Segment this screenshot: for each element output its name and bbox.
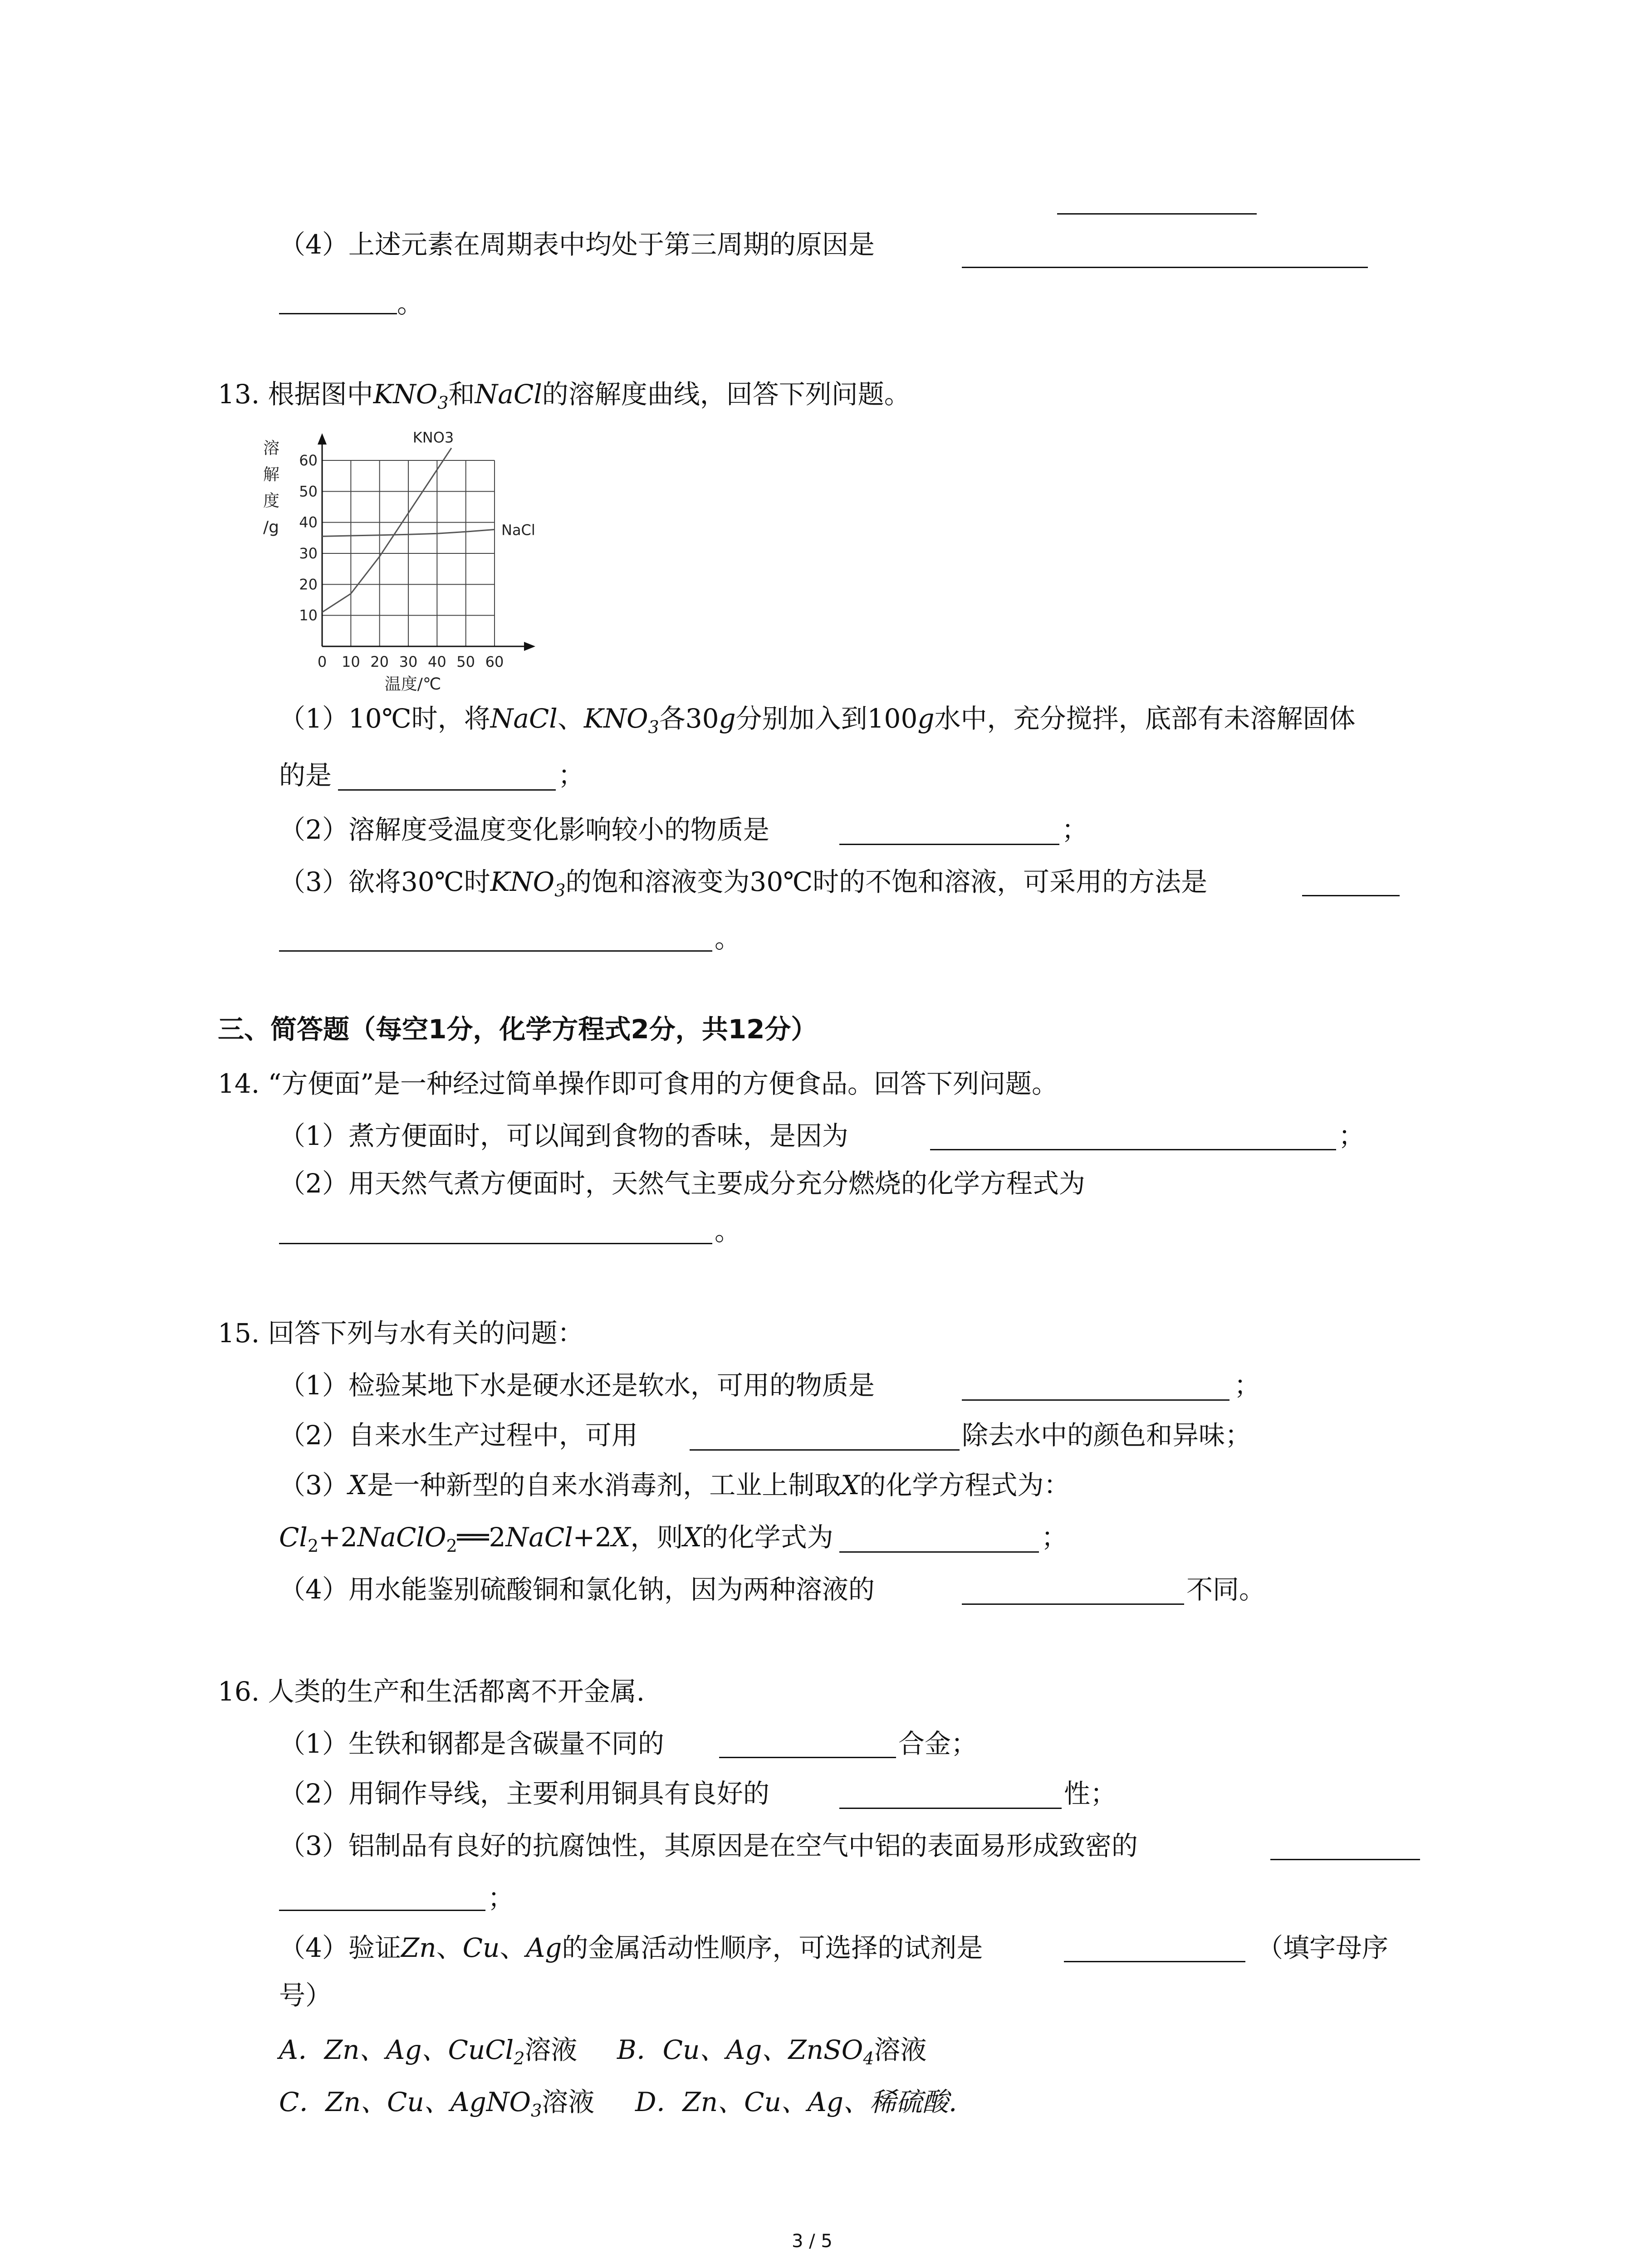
q13-part1: （1）10℃时，将NaCl、$KNO_3$各30g分别加入到100g水中，充分搅拌，底部有未溶解固体	[279, 703, 1356, 737]
q15-part1-end: ；	[1234, 1370, 1261, 1401]
x-tick-label: 40	[427, 653, 446, 670]
y-tick-label: 50	[299, 483, 318, 500]
q13-part1-line2: 的是	[279, 760, 332, 791]
x-axis-arrow	[524, 642, 535, 651]
q15-part1: （1）检验某地下水是硬水还是软水，可用的物质是	[279, 1370, 875, 1401]
q15-part4-blank[interactable]	[962, 1603, 1184, 1605]
section3-title: 三、简答题（每空1分，化学方程式2分，共12分）	[218, 1014, 818, 1045]
q14-part2-blank[interactable]	[279, 1243, 712, 1244]
q16-part2-blank[interactable]	[839, 1808, 1062, 1809]
q16-option-b[interactable]: B．Cu、Ag、ZnSO$_4$溶液	[617, 2034, 927, 2068]
q14-part1: （1）煮方便面时，可以闻到食物的香味，是因为	[279, 1120, 848, 1151]
q16-part3-blank[interactable]	[1270, 1859, 1420, 1860]
x-tick-label: 60	[485, 653, 504, 670]
y-axis-label: 溶	[263, 439, 280, 458]
q14-part2-end: 。	[715, 1216, 741, 1246]
page-number: 3 / 5	[792, 2231, 833, 2252]
q14-part2: （2）用天然气煮方便面时，天然气主要成分充分燃烧的化学方程式为	[279, 1168, 1085, 1199]
q16-option-a[interactable]: A．Zn、Ag、CuCl$_2$溶液	[279, 2034, 578, 2068]
q16-stem: 16. 人类的生产和生活都离不开金属.	[218, 1676, 645, 1707]
q16-part1-b: 合金；	[898, 1728, 978, 1759]
y-axis-arrow	[318, 433, 327, 445]
q12-part4-end: 。	[397, 288, 424, 319]
solubility-chart	[245, 426, 563, 708]
series-label-kno3: KNO3	[412, 429, 454, 446]
q16-part3: （3）铝制品有良好的抗腐蚀性，其原因是在空气中铝的表面易形成致密的	[279, 1830, 1138, 1861]
q16-part4-line2: 号）	[279, 1980, 332, 2011]
q13-stem: 13. 根据图中$KNO_3$和NaCl的溶解度曲线，回答下列问题。	[218, 379, 911, 413]
q14-part1-end: ；	[1338, 1120, 1365, 1151]
q16-part1-blank[interactable]	[719, 1757, 896, 1758]
q15-part4-a: （4）用水能鉴别硫酸铜和氯化钠，因为两种溶液的	[279, 1574, 875, 1605]
x-tick-label: 10	[341, 653, 360, 670]
q15-equation: $Cl_2+2NaClO_2══2NaCl+2X$，则X的化学式为	[279, 1522, 833, 1556]
q14-part1-blank[interactable]	[930, 1149, 1336, 1150]
q14-stem: 14. “方便面”是一种经过简单操作即可食用的方便食品。回答下列问题。	[218, 1068, 1058, 1099]
q13-part2: （2）溶解度受温度变化影响较小的物质是	[279, 814, 769, 845]
x-tick-label: 30	[399, 653, 418, 670]
q15-part2-a: （2）自来水生产过程中，可用	[279, 1420, 638, 1451]
q13-part3-end: 。	[715, 923, 741, 954]
q16-part1-a: （1）生铁和钢都是含碳量不同的	[279, 1728, 664, 1759]
q16-option-c[interactable]: C．Zn、Cu、AgNO$_3$溶液	[279, 2087, 595, 2121]
y-tick-label: 40	[299, 513, 318, 531]
q15-part2-b: 除去水中的颜色和异味；	[962, 1420, 1252, 1451]
x-axis-label: 温度/℃	[384, 675, 441, 694]
q13-part1-end: ；	[558, 760, 585, 791]
q12-answer-blank-top[interactable]	[1057, 213, 1257, 215]
series-label-nacl: NaCl	[501, 521, 535, 539]
y-axis-label: /g	[263, 518, 279, 537]
y-tick-label: 10	[299, 606, 318, 624]
y-tick-label: 30	[299, 545, 318, 562]
q16-part4: （4）验证Zn、Cu、Ag的金属活动性顺序，可选择的试剂是	[279, 1932, 983, 1963]
y-tick-label: 20	[299, 576, 318, 593]
q12-part4-text: （4）上述元素在周期表中均处于第三周期的原因是	[279, 229, 875, 260]
x-tick-label: 0	[317, 653, 327, 670]
q15-part3: （3）X是一种新型的自来水消毒剂，工业上制取X的化学方程式为：	[279, 1470, 1070, 1501]
q16-part4-c: （填字母序	[1257, 1932, 1389, 1963]
series-line-kno3	[322, 448, 451, 612]
q15-part3-blank[interactable]	[839, 1551, 1039, 1553]
q13-part2-blank[interactable]	[839, 844, 1059, 845]
q15-stem: 15. 回答下列与水有关的问题：	[218, 1318, 584, 1349]
q16-option-d[interactable]: D．Zn、Cu、Ag、稀硫酸.	[635, 2087, 957, 2117]
y-tick-label: 60	[299, 452, 318, 469]
q15-part4-b: 不同。	[1186, 1574, 1266, 1605]
q13-part3: （3）欲将30℃时$KNO_3$的饱和溶液变为30℃时的不饱和溶液，可采用的方法是	[279, 866, 1208, 900]
q13-part1-blank[interactable]	[338, 789, 556, 791]
q15-part3-end: ；	[1041, 1522, 1068, 1553]
q16-part3-blank-line2[interactable]	[279, 1910, 485, 1911]
q13-part2-end: ；	[1062, 814, 1088, 845]
y-axis-label: 度	[263, 492, 280, 510]
q12-part4-blank[interactable]	[962, 267, 1368, 268]
q15-part1-blank[interactable]	[962, 1399, 1230, 1401]
y-axis-label: 解	[263, 465, 280, 484]
x-tick-label: 20	[370, 653, 389, 670]
q16-part3-end: ；	[488, 1882, 514, 1913]
q16-part2-a: （2）用铜作导线，主要利用铜具有良好的	[279, 1778, 769, 1809]
q16-part4-blank[interactable]	[1064, 1961, 1245, 1962]
q13-part3-blank[interactable]	[1302, 895, 1400, 896]
q13-part3-blank-line2[interactable]	[279, 950, 712, 952]
q12-part4-blank-line2[interactable]	[279, 313, 397, 314]
q15-part2-blank[interactable]	[690, 1449, 960, 1451]
q16-part2-b: 性；	[1064, 1778, 1117, 1809]
x-tick-label: 50	[456, 653, 475, 670]
